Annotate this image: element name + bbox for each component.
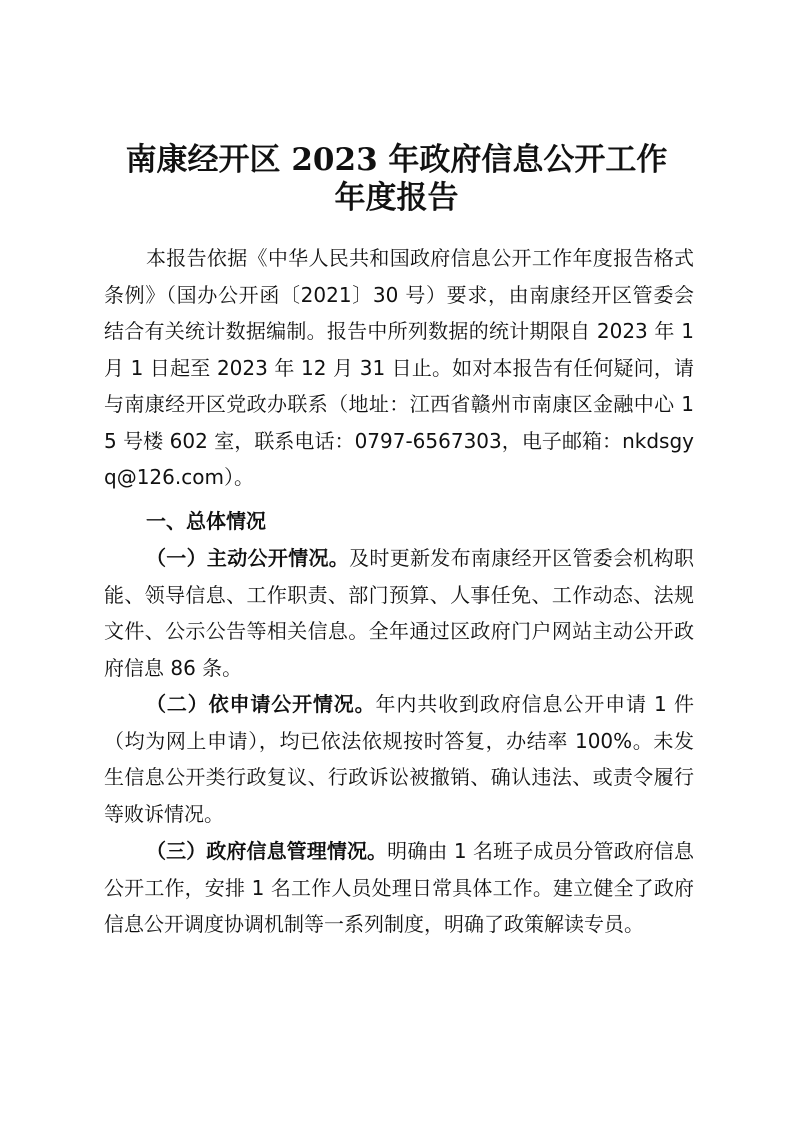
report-title-line-2: 年度报告 [334, 180, 459, 216]
subheading-proactive-disclosure: （一）主动公开情况。 [146, 546, 350, 570]
report-title-line-1: 南康经开区 2023 年政府信息公开工作 [125, 142, 668, 178]
paragraph-proactive-disclosure [104, 540, 694, 686]
text-proactive-disclosure: 及时更新发布南康经开区管委会机构职能、领导信息、工作职责、部门预算、人事任免、工作动态、法规文件、公示公告等相关信息。全年通过区政府门户网站主动公开政府信息 86 条。 [104, 546, 695, 680]
paragraph-information-management [104, 833, 694, 943]
section-heading-overview: 一、总体情况 [146, 509, 266, 533]
subheading-information-management: （三）政府信息管理情况。 [146, 839, 388, 863]
text-information-management: 明确由 1 名班子成员分管政府信息公开工作，安排 1 名工作人员处理日常具体工作。建立健全了政府信息公开调度协调机制等一系列制度，明确了政策解读专员。 [104, 839, 694, 936]
intro-paragraph: 本报告依据《中华人民共和国政府信息公开工作年度报告格式条例》（国办公开函〔2021〕30 号）要求，由南康经开区管委会结合有关统计数据编制。报告中所列数据的统计期限自 2023 年 1 月 1 日起至 2023 年 12 月 31 日止。如对本报告有任何疑问，请与南康经开区党政办联系（地址：江西省赣州市南康区金融中心 15 号楼 602 室，联系电话：0797-6567303，电子邮箱：nkdsgyq@126.com）。 [104, 246, 694, 489]
subheading-request-disclosure: （二）依申请公开情况。 [146, 692, 376, 716]
text-request-disclosure: 年内共收到政府信息公开申请 1 件（均为网上申请），均已依法依规按时答复，办结率 100%。未发生信息公开类行政复议、行政诉讼被撤销、确认违法、或责令履行等败诉情况。 [104, 692, 694, 826]
paragraph-request-disclosure [104, 686, 694, 832]
